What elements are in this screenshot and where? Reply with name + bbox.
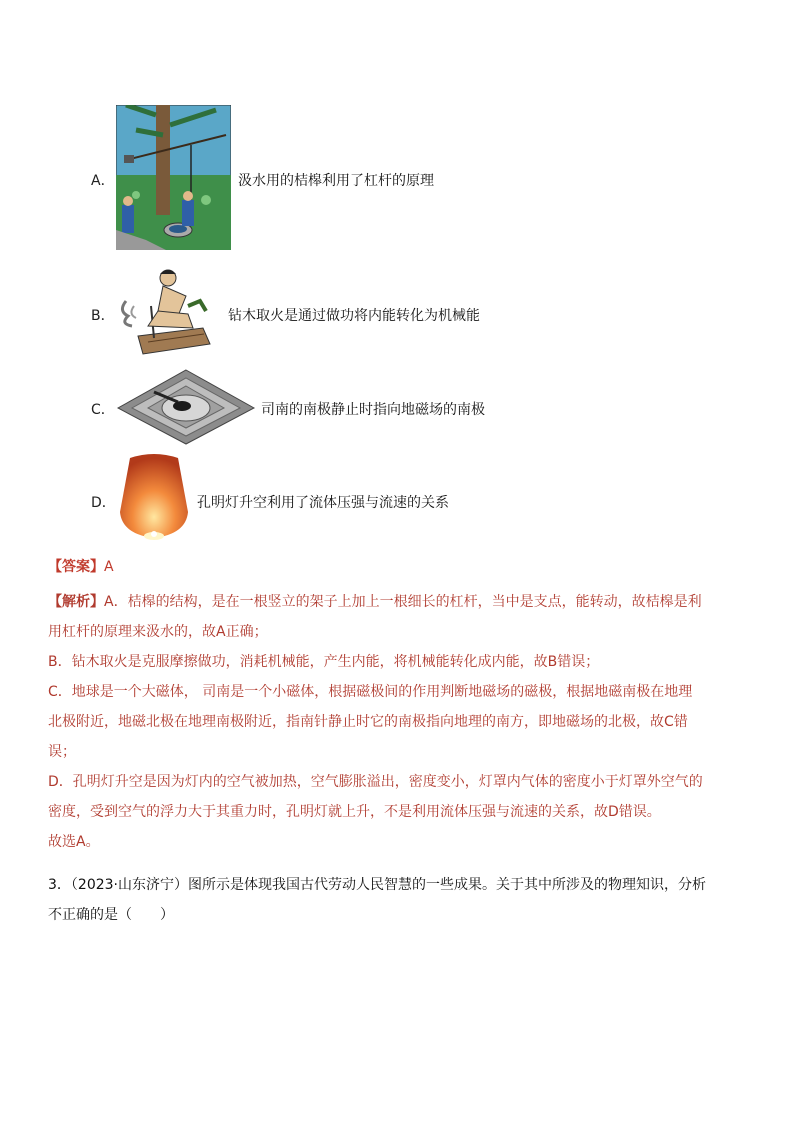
question-3 [48, 870, 768, 930]
option-c-text: 司南的南极静止时指向地磁场的南极 [261, 402, 485, 418]
analysis-line: B．钻木取火是克服摩擦做功，消耗机械能，产生内能，将机械能转化成内能，故B错误； [48, 654, 600, 670]
question-line-1: 3．（2023·山东济宁）图所示是体现我国古代劳动人民智慧的一些成果。关于其中所涉及的物理知识，分析 [48, 877, 706, 893]
option-d-letter: D． [91, 495, 116, 511]
analysis-line: 北极附近，地磁北极在地理南极附近，指南针静止时它的南极指向地理的南方，即地磁场的北极，故C错 [48, 714, 688, 730]
option-b-text: 钻木取火是通过做功将内能转化为机械能 [228, 308, 480, 324]
option-b-letter: B． [91, 308, 115, 324]
sky-lantern-icon [116, 452, 192, 548]
option-a-letter: A． [91, 173, 115, 189]
sinan-compass-icon [116, 368, 256, 446]
answer-block [48, 557, 114, 577]
fire-drill-icon [118, 266, 213, 356]
analysis-label: 【解析】 [48, 594, 104, 610]
answer-value: A [104, 559, 114, 575]
analysis-block [48, 587, 748, 857]
analysis-line: 密度，受到空气的浮力大于其重力时，孔明灯就上升，不是利用流体压强与流速的关系，故D错误。 [48, 804, 661, 820]
analysis-line: 误； [48, 744, 76, 760]
answer-label: 【答案】 [48, 559, 104, 575]
question-line-2: 不正确的是（ ） [48, 907, 174, 923]
analysis-line: D．孔明灯升空是因为灯内的空气被加热，空气膨胀溢出，密度变小，灯罩内气体的密度小于灯罩外空气的 [48, 774, 703, 790]
analysis-line: 用杠杆的原理来汲水的，故A正确； [48, 624, 268, 640]
analysis-line: 故选A。 [48, 834, 100, 850]
analysis-line: C．地球是一个大磁体， 司南是一个小磁体，根据磁极间的作用判断地磁场的磁极，根据地磁南极在地理 [48, 684, 693, 700]
analysis-line: A．桔槔的结构，是在一根竖立的架子上加上一根细长的杠杆，当中是支点，能转动，故桔槔是利 [104, 594, 702, 610]
option-d-text: 孔明灯升空利用了流体压强与流速的关系 [197, 495, 449, 511]
option-c-letter: C． [91, 402, 115, 418]
well-sweep-icon [116, 105, 231, 250]
option-a-text: 汲水用的桔槔利用了杠杆的原理 [238, 173, 434, 189]
